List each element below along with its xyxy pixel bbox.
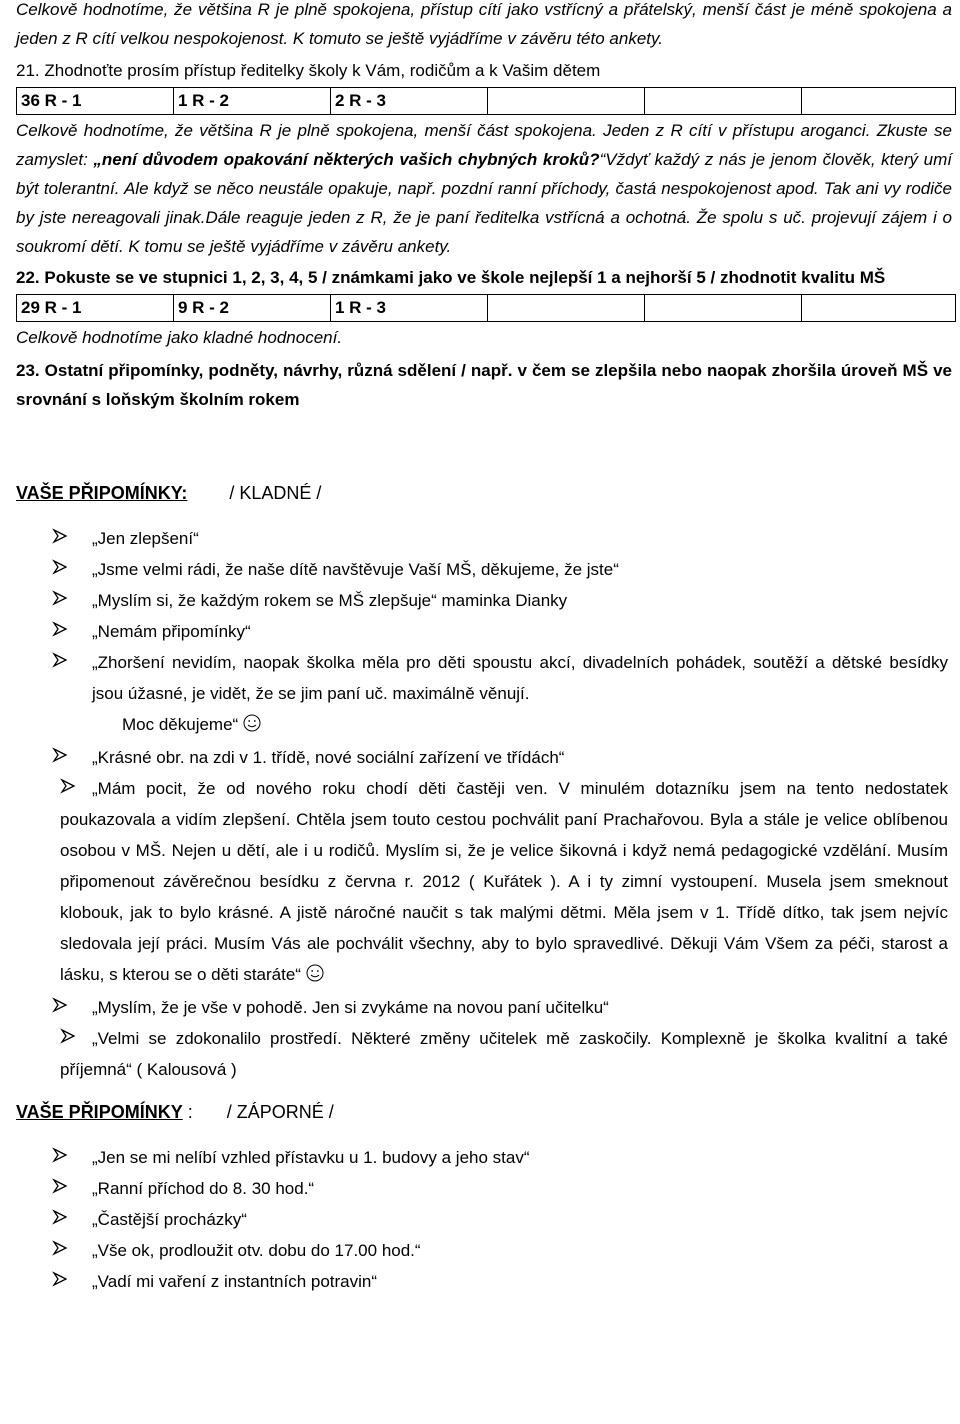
list-item: [16, 1173, 952, 1204]
table-cell: 2 R - 3: [331, 88, 488, 115]
comment-text: „Častější procházky“: [92, 1210, 247, 1229]
negative-comments-header: [16, 1099, 952, 1125]
comment-text: „Zhoršení nevidím, naopak školka měla pro děti spoustu akcí, divadelních pohádek, soutěží a dětské besídky jsou úžasné, je vidět, že se jim paní uč. maximálně věnují.: [92, 653, 948, 703]
section-subtitle: / ZÁPORNÉ /: [226, 1102, 334, 1122]
table-cell: 1 R - 3: [331, 295, 488, 322]
table-cell: [802, 295, 956, 322]
comment-text: „Nemám připomínky“: [92, 622, 251, 641]
question-22-results-table: [16, 294, 956, 322]
comment-text: „Velmi se zdokonalilo prostředí. Některé změny učitelek mě zaskočily. Komplexně je školka kvalitní a také příjemná“ ( Kalousová ): [60, 1029, 948, 1079]
arrowhead-bullet-icon: [52, 1204, 72, 1235]
comment-text: „Ranní příchod do 8. 30 hod.“: [92, 1179, 315, 1198]
comment-text: „Myslím, že je vše v pohodě. Jen si zvykáme na novou paní učitelku“: [92, 998, 609, 1017]
arrowhead-bullet-icon: [60, 778, 76, 794]
list-item: [16, 1204, 952, 1235]
comment-text: „Jsme velmi rádi, že naše dítě navštěvuje Vaší MŠ, děkujeme, že jste“: [92, 560, 619, 579]
table-cell: [488, 295, 645, 322]
table-row: [17, 295, 956, 322]
arrowhead-bullet-icon: [52, 742, 72, 773]
table-cell: [645, 295, 802, 322]
list-item: [16, 742, 952, 773]
table-cell: [645, 88, 802, 115]
positive-comments-header: [16, 480, 952, 506]
table-row: [17, 88, 956, 115]
question-21-results-table: [16, 87, 956, 115]
comment-text: „Myslím si, že každým rokem se MŠ zlepšuje“ maminka Dianky: [92, 591, 568, 610]
arrowhead-bullet-icon: [52, 616, 72, 647]
table-cell: 9 R - 2: [174, 295, 331, 322]
comment-text: „Jen zlepšení“: [92, 529, 199, 548]
positive-comments-list: [16, 523, 952, 1085]
list-item: [16, 523, 952, 554]
question-22-heading: 22. Pokuste se ve stupnici 1, 2, 3, 4, 5 / známkami jako ve škole nejlepší 1 a nejhorší 5 / zhodnotit kvalitu MŠ: [16, 268, 886, 287]
arrowhead-bullet-icon: [52, 1235, 72, 1266]
comment-text: „Krásné obr. na zdi v 1. třídě, nové sociální zařízení ve třídách“: [92, 748, 565, 767]
list-item: [16, 1235, 952, 1266]
arrowhead-bullet-icon: [52, 647, 72, 678]
arrowhead-bullet-icon: [60, 1028, 76, 1044]
list-item: [16, 1142, 952, 1173]
table-cell: [802, 88, 956, 115]
comment-text: „Mám pocit, že od nového roku chodí děti častěji ven. V minulém dotazníku jsem na tento nedostatek poukazovala a vidím zlepšení. Chtěla jsem touto cestou pochválit paní Prachařovou. Byla a stále je velice oblíbenou osobou v MŠ. Nejen u dětí, ale i u rodičů. Myslím si, že je velice šikovná i když nemá pedagogické vzdělání. Musím připomenout závěrečnou besídku z června r. 2012 ( Kuřátek ). A i ty zimní vystoupení. Musela jsem smeknout klobouk, jak to bylo krásné. A jistě náročné naučit s tak malými dětmi. Měla jsem v 1. Třídě dítko, tak jsem nejvíc sledovala její práci. Musím Vás ale pochválit všechny, aby to bylo spravedlivé. Děkuji Vám Všem za péči, starost a lásku, s kterou se o děti staráte“: [60, 779, 948, 984]
list-item: [16, 585, 952, 616]
intro-paragraph: Celkově hodnotíme, že většina R je plně spokojena, přístup cítí jako vstřícný a přátelský, menší část je méně spokojena a jeden z R cítí velkou nespokojenost. K tomuto se ještě vyjádříme v závěru této ankety.: [16, 0, 952, 48]
arrowhead-bullet-icon: [52, 992, 72, 1023]
arrowhead-bullet-icon: [52, 585, 72, 616]
arrowhead-bullet-icon: [52, 1142, 72, 1173]
table-cell: 1 R - 2: [174, 88, 331, 115]
negative-comments-list: [16, 1142, 952, 1297]
arrowhead-bullet-icon: [52, 1266, 72, 1297]
list-item: [16, 647, 952, 742]
thanks-line: [92, 715, 261, 734]
comment-text: „Jen se mi nelíbí vzhled přístavku u 1. budovy a jeho stav“: [92, 1148, 530, 1167]
table-cell: 36 R - 1: [17, 88, 174, 115]
question-21-heading: 21. Zhodnoťte prosím přístup ředitelky školy k Vám, rodičům a k Vašim dětem: [16, 61, 601, 80]
thanks-text: Moc děkujeme“: [122, 715, 239, 734]
list-item: [16, 616, 952, 647]
comment-text-continued: “Vždyť každý z nás je jenom člověk, který umí být tolerantní. Ale když se něco neustále opakuje, např. pozdní ranní příchody, častá nespokojenost apod. Tak ani vy rodiče by jste nereagovali jinak.Dále reaguje jeden z R, že je paní ředitelka vstřícná a ochotná. Že spolu s uč. projevují zájem i o soukromí dětí. K tomu se ještě vyjádříme v závěru ankety.: [16, 150, 952, 256]
table-cell: 29 R - 1: [17, 295, 174, 322]
list-item: [16, 1266, 952, 1297]
section-title: VAŠE PŘIPOMÍNKY:: [16, 483, 188, 503]
list-item: [16, 773, 952, 992]
comment-quote: „není důvodem opakování některých vašich chybných kroků?: [93, 150, 600, 169]
comment-text: „Vše ok, prodloužit otv. dobu do 17.00 hod.“: [92, 1241, 421, 1260]
arrowhead-bullet-icon: [52, 554, 72, 585]
smiley-face-icon: [243, 711, 261, 742]
arrowhead-bullet-icon: [52, 1173, 72, 1204]
comment-text: Celkově hodnotíme, že většina R je plně spokojena, menší část spokojena. Jeden z R cítí v přístupu aroganci. Zkuste se zamyslet:: [16, 121, 952, 169]
list-item: [16, 554, 952, 585]
section-subtitle: / KLADNÉ /: [229, 483, 322, 503]
list-item: [16, 992, 952, 1023]
arrowhead-bullet-icon: [52, 523, 72, 554]
question-22-comment: Celkově hodnotíme jako kladné hodnocení.: [16, 328, 343, 347]
document-page: [16, 0, 952, 1297]
section-title: VAŠE PŘIPOMÍNKY: [16, 1102, 183, 1122]
smiley-face-icon: [306, 961, 324, 992]
question-21-comment: [16, 116, 952, 261]
section-title-colon: :: [182, 1102, 193, 1122]
table-cell: [488, 88, 645, 115]
comment-text: „Vadí mi vaření z instantních potravin“: [92, 1272, 378, 1291]
question-23-heading: 23. Ostatní připomínky, podněty, návrhy, různá sdělení / např. v čem se zlepšila nebo naopak zhoršila úroveň MŠ ve srovnání s loňským školním rokem: [16, 361, 952, 409]
list-item: [16, 1023, 952, 1085]
